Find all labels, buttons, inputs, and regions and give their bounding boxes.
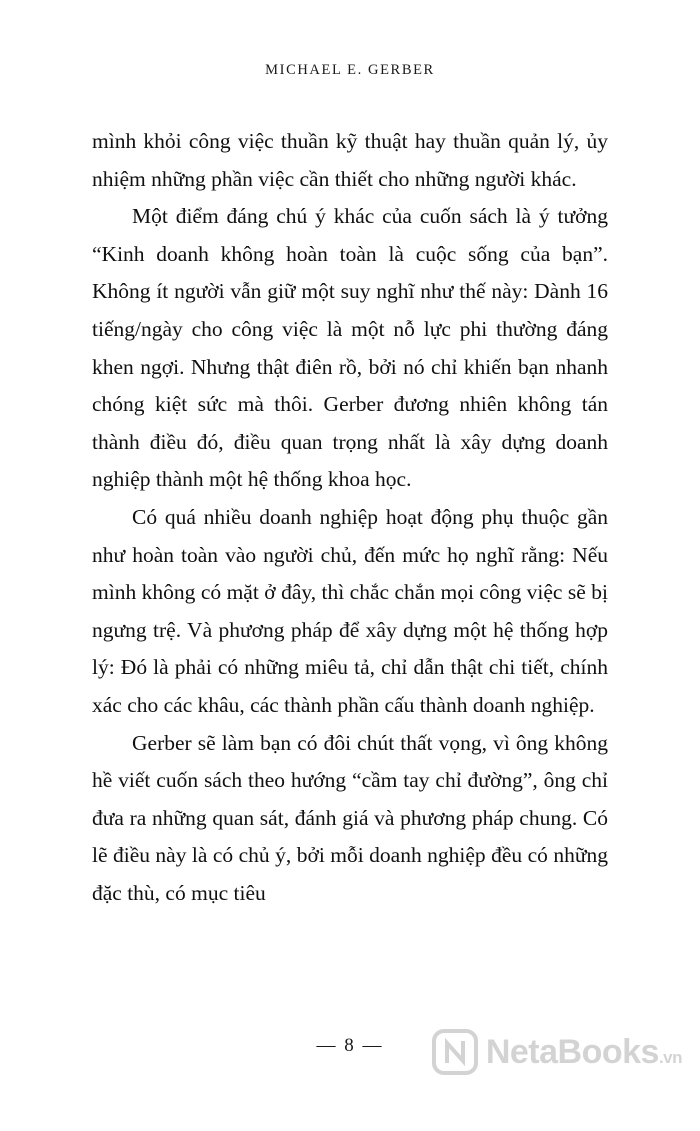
paragraph: Gerber sẽ làm bạn có đôi chút thất vọng, vì ông không hề viết cuốn sách theo hướng “cầm tay chỉ đường”, ông chỉ đưa ra những quan sát, đánh giá và phương pháp chung. Có lẽ điều này là có chủ ý, bởi mỗi doanh nghiệp đều có những đặc thù, có mục tiêu — [92, 730, 608, 905]
page-footer — [0, 1027, 700, 1097]
paragraph: Có quá nhiều doanh nghiệp hoạt động phụ thuộc gần như hoàn toàn vào người chủ, đến mức họ nghĩ rằng: Nếu mình không có mặt ở đây, thì chắc chắn mọi công việc sẽ bị ngưng trệ. Và phương pháp để xây dựng một hệ thống hợp lý: Đó là phải có những miêu tả, chỉ dẫn thật chi tiết, chính xác cho các khâu, các thành phần cấu thành doanh nghiệp. — [92, 504, 608, 717]
running-head: MICHAEL E. GERBER — [265, 62, 435, 78]
page-number: — 8 — — [316, 1035, 384, 1056]
watermark-text — [486, 1035, 682, 1069]
watermark-suffix: .vn — [658, 1048, 682, 1067]
watermark — [432, 1029, 682, 1075]
page-body — [0, 79, 700, 1131]
netabooks-logo-icon — [432, 1029, 478, 1075]
paragraph: mình khỏi công việc thuần kỹ thuật hay thuần quản lý, ủy nhiệm những phần việc cần thiết cho những người khác. — [92, 129, 608, 191]
watermark-brand: NetaBooks — [485, 1033, 659, 1071]
paragraph: Một điểm đáng chú ý khác của cuốn sách là ý tưởng “Kinh doanh không hoàn toàn là cuộc sống của bạn”. Không ít người vẫn giữ một suy nghĩ như thế này: Dành 16 tiếng/ngày cho công việc là một nỗ lực phi thường đáng khen ngợi. Nhưng thật điên rồ, bởi nó chỉ khiến bạn nhanh chóng kiệt sức mà thôi. Gerber đương nhiên không tán thành điều đó, điều quan trọng nhất là xây dựng doanh nghiệp thành một hệ thống khoa học. — [92, 204, 608, 492]
